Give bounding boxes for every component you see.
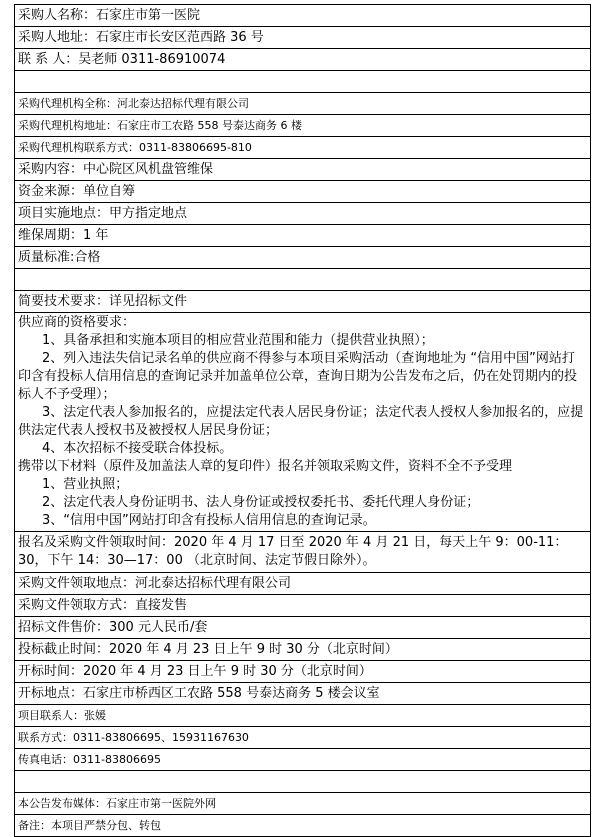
qual-item-4: 4、本次招标不接受联合体投标。: [42, 441, 233, 456]
row-text: 采购内容：中心院区风机盘管维保: [15, 159, 591, 181]
announcement-table: [14, 4, 591, 837]
table-row: [15, 771, 591, 793]
table-row: [15, 661, 591, 683]
row-text: 项目实施地点：甲方指定地点: [15, 203, 591, 225]
row-text: 采购代理机构联系方式：0311-83806695-810: [15, 137, 591, 159]
row-text: 报名及采购文件领取时间：2020 年 4 月 17 日至 2020 年 4 月 21 日，每天上午 9：00-11：30，下午 14：30—17：00 （北京时间、法定节假日除外）。: [15, 532, 591, 573]
qual-item-3: 3、法定代表人参加报名的，应提法定代表人居民身份证；法定代表人授权人参加报名的，应提供法定代表人授权书及被授权人居民身份证；: [18, 405, 584, 438]
row-text: 采购代理机构地址：石家庄市工农路 558 号泰达商务 6 楼: [15, 115, 591, 137]
table-row: [15, 5, 591, 27]
row-text: 传真电话：0311-83806695: [15, 749, 591, 771]
table-row: [15, 617, 591, 639]
table-row: [15, 749, 591, 771]
table-row: [15, 137, 591, 159]
table-row: [15, 71, 591, 93]
tech-req-section: [15, 291, 591, 313]
qual-item-2: 2、列入违法失信记录名单的供应商不得参与本项目采购活动（查询地址为 “信用中国”网站打印含有投标人信用信息的查询记录并加盖单位公章，查询日期为公告发布之后，仍在处罚期内的投标人不予受理）；: [18, 351, 578, 402]
table-row: [15, 291, 591, 313]
row-text: 维保周期：1 年: [15, 225, 591, 247]
table-row: [15, 313, 591, 532]
table-row: [15, 27, 591, 49]
row-text: 开标地点：石家庄市桥西区工农路 558 号泰达商务 5 楼会议室: [15, 683, 591, 705]
table-row: [15, 225, 591, 247]
detail-rows: [15, 532, 591, 837]
row-text: 采购人名称：石家庄市第一医院: [15, 5, 591, 27]
row-text: 采购人地址：石家庄市长安区范西路 36 号: [15, 27, 591, 49]
row-text: 投标截止时间：2020 年 4 月 23 日上午 9 时 30 分（北京时间）: [15, 639, 591, 661]
row-text: 资金来源：单位自筹: [15, 181, 591, 203]
tech-req-cell: 简要技术要求：详见招标文件: [15, 291, 591, 313]
row-text: 采购文件领取方式：直接发售: [15, 595, 591, 617]
table-row: [15, 93, 591, 115]
table-row: [15, 115, 591, 137]
row-text: 采购文件领取地点：河北泰达招标代理有限公司: [15, 573, 591, 595]
carry-item-3: 3、“信用中国”网站打印含有投标人信用信息的查询记录。: [42, 513, 376, 528]
row-text: 联 系 人：吴老师 0311-86910074: [15, 49, 591, 71]
table-row: [15, 269, 591, 291]
qualification-section: [15, 313, 591, 532]
row-text: [15, 771, 591, 793]
table-row: [15, 203, 591, 225]
carry-title: 携带以下材料（原件及加盖法人章的复印件）报名并领取采购文件，资料不全不予受理: [18, 459, 513, 474]
row-text: 本公告发布媒体：石家庄市第一医院外网: [15, 793, 591, 815]
table-row: [15, 181, 591, 203]
carry-item-2: 2、法定代表人身份证明书、法人身份证或授权委托书、委托代理人身份证；: [42, 495, 480, 510]
row-text: [15, 71, 591, 93]
table-row: [15, 639, 591, 661]
row-text: 项目联系人：张媛: [15, 705, 591, 727]
carry-item-1: 1、营业执照；: [42, 477, 129, 492]
row-text: 开标时间：2020 年 4 月 23 日上午 9 时 30 分（北京时间）: [15, 661, 591, 683]
table-row: [15, 159, 591, 181]
table-row: [15, 815, 591, 837]
table-row: [15, 247, 591, 269]
row-text: 招标文件售价：300 元人民币/套: [15, 617, 591, 639]
table-row: [15, 49, 591, 71]
row-text: [15, 269, 591, 291]
row-text: 联系方式：0311-83806695、15931167630: [15, 727, 591, 749]
row-text: 采购代理机构全称：河北泰达招标代理有限公司: [15, 93, 591, 115]
table-row: [15, 705, 591, 727]
table-row: [15, 532, 591, 573]
table-row: [15, 793, 591, 815]
table-row: [15, 573, 591, 595]
header-rows: [15, 5, 591, 291]
table-row: [15, 595, 591, 617]
qual-title: 供应商的资格要求：: [18, 315, 136, 330]
table-row: [15, 727, 591, 749]
table-row: [15, 683, 591, 705]
row-text: 质量标准:合格: [15, 247, 591, 269]
qual-item-1: 1、具备承担和实施本项目的相应营业范围和能力（提供营业执照）；: [42, 333, 434, 348]
row-text: 备注：本项目严禁分包、转包: [15, 815, 591, 837]
